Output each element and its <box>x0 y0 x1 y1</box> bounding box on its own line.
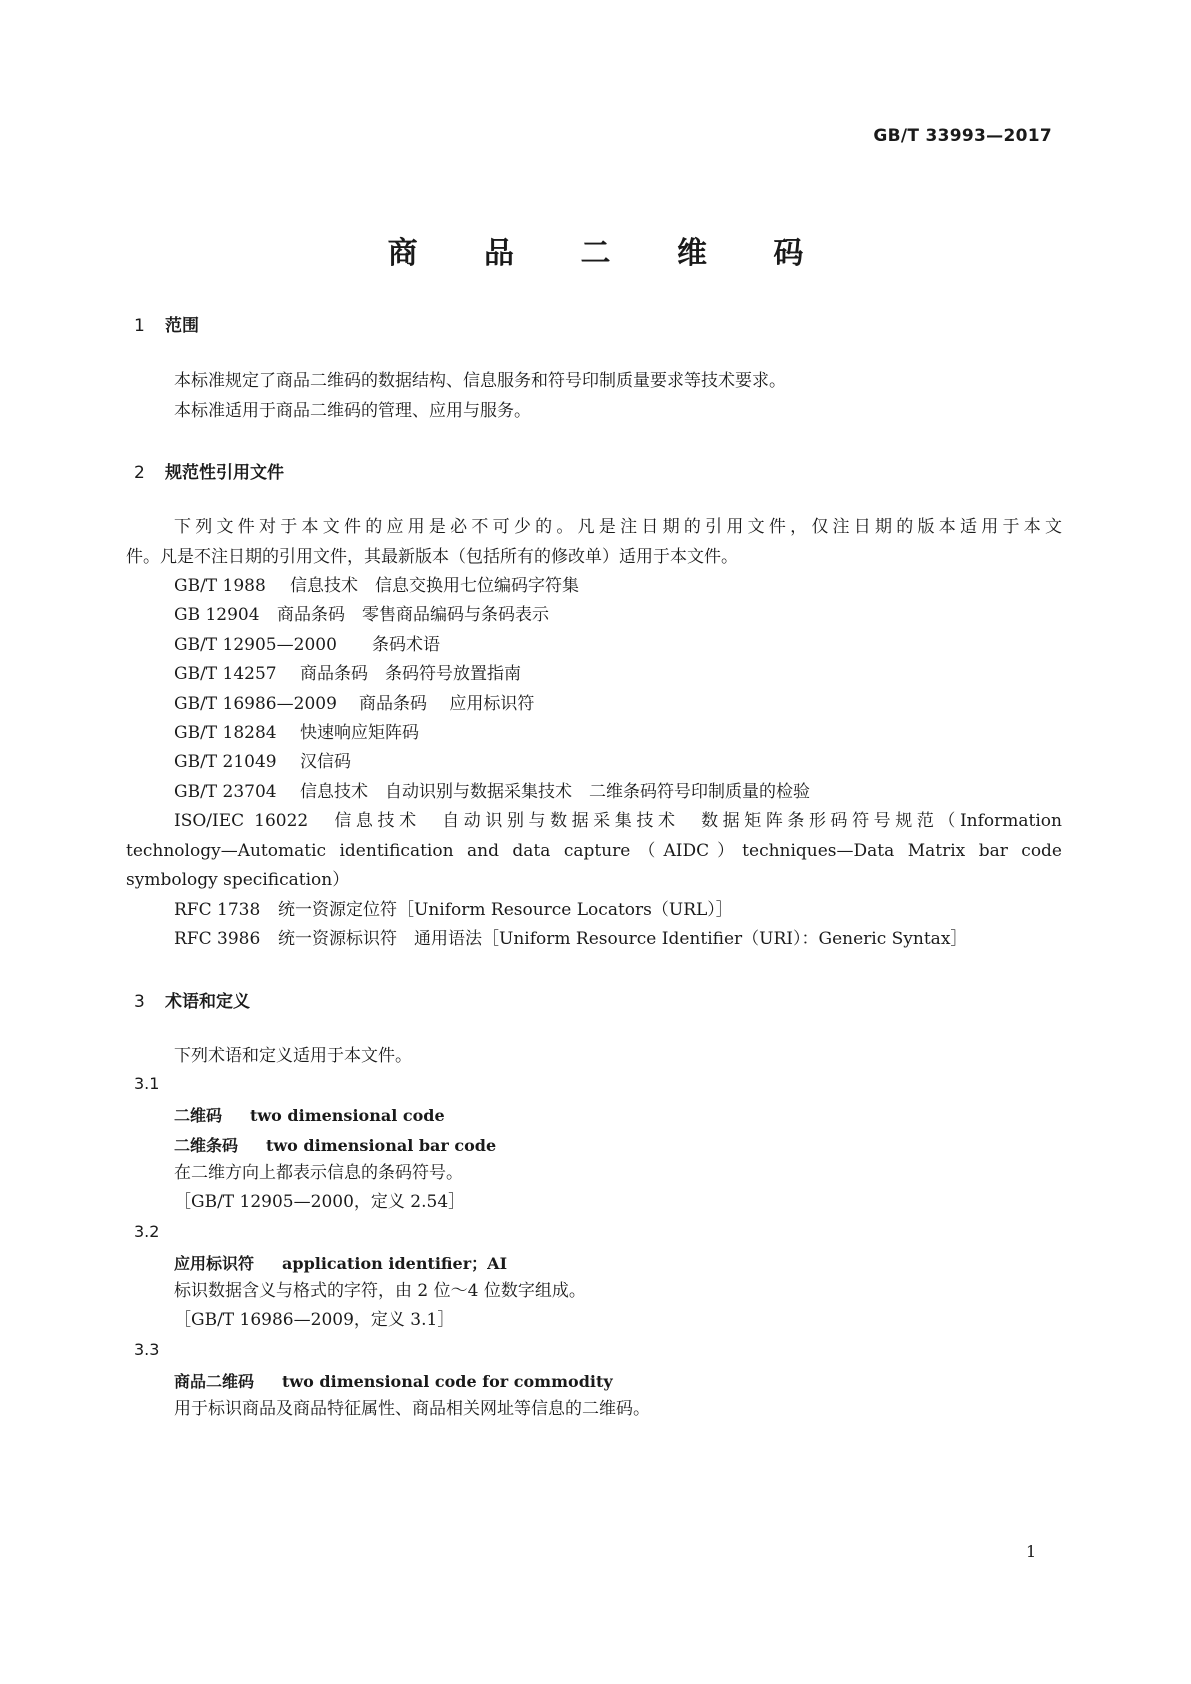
reference-code: GB/T 1988 <box>174 576 266 596</box>
term-name <box>174 1369 613 1392</box>
section-title: 术语和定义 <box>165 992 250 1012</box>
reference-title: 信息技术 信息交换用七位编码字符集 <box>290 576 579 596</box>
section-number: 1 <box>134 316 145 336</box>
term-name-en: two dimensional bar code <box>266 1136 497 1155</box>
reference-title: 统一资源标识符 通用语法［Uniform Resource Identifier（URI）：Generic Syntax］ <box>278 929 968 949</box>
term-number: 3.3 <box>134 1340 160 1359</box>
reference-title: 商品条码 条码符号放置指南 <box>300 664 521 684</box>
reference-code: GB/T 14257 <box>174 664 277 684</box>
reference-item-iso: ISO/IEC 16022 信息技术 自动识别与数据采集技术 数据矩阵条形码符号规范（Information <box>174 811 1062 831</box>
reference-code: GB/T 23704 <box>174 782 277 802</box>
paragraph: 下列文件对于本文件的应用是必不可少的。凡是注日期的引用文件，仅注日期的版本适用于本文 <box>174 517 1062 537</box>
reference-item <box>174 924 967 954</box>
term-definition: 标识数据含义与格式的字符，由 2 位～4 位数字组成。 <box>174 1281 586 1301</box>
reference-item <box>174 630 440 660</box>
reference-code: RFC 3986 <box>174 929 261 949</box>
section-title: 规范性引用文件 <box>165 463 284 483</box>
reference-code: GB/T 18284 <box>174 723 277 743</box>
reference-item <box>174 777 810 807</box>
reference-item <box>174 747 351 777</box>
term-source: ［GB/T 16986—2009，定义 3.1］ <box>174 1310 455 1330</box>
paragraph: 本标准适用于商品二维码的管理、应用与服务。 <box>174 401 531 421</box>
term-name-zh: 商品二维码 <box>174 1372 255 1391</box>
reference-title: 汉信码 <box>300 752 351 772</box>
section-title: 范围 <box>165 316 199 336</box>
reference-item <box>174 718 419 748</box>
reference-item <box>174 895 733 925</box>
term-definition: 在二维方向上都表示信息的条码符号。 <box>174 1163 463 1183</box>
reference-item-iso-continued: symbology specification） <box>126 870 350 890</box>
paragraph: 本标准规定了商品二维码的数据结构、信息服务和符号印制质量要求等技术要求。 <box>174 371 786 391</box>
term-name-zh: 二维条码 <box>174 1136 239 1155</box>
reference-code: RFC 1738 <box>174 900 261 920</box>
reference-title: 商品条码 零售商品编码与条码表示 <box>277 605 549 625</box>
reference-title: 信息技术 自动识别与数据采集技术 二维条码符号印制质量的检验 <box>300 782 810 802</box>
term-name-en: two dimensional code for commodity <box>282 1372 613 1391</box>
reference-title: 统一资源定位符［Uniform Resource Locators（URL）］ <box>278 900 733 920</box>
page-number: 1 <box>1026 1542 1037 1561</box>
reference-item-iso-continued: technology—Automatic identification and data capture（AIDC）techniques—Data Matrix bar code <box>126 841 1062 861</box>
term-number: 3.1 <box>134 1074 160 1093</box>
document-title: 商 品 二 维 码 <box>387 236 832 271</box>
reference-code: GB/T 12905—2000 <box>174 635 337 655</box>
paragraph: 件。凡是不注日期的引用文件，其最新版本（包括所有的修改单）适用于本文件。 <box>126 547 738 567</box>
term-name-en: two dimensional code <box>250 1106 445 1125</box>
section-heading-terms-and-definitions <box>134 987 250 1012</box>
reference-title: 快速响应矩阵码 <box>300 723 419 743</box>
term-name-en: application identifier；AI <box>282 1254 508 1273</box>
reference-item <box>174 571 579 601</box>
reference-item <box>174 600 549 630</box>
term-name-zh: 二维码 <box>174 1106 223 1125</box>
term-source: ［GB/T 12905—2000，定义 2.54］ <box>174 1192 466 1212</box>
term-name <box>174 1103 445 1126</box>
reference-title: 条码术语 <box>372 635 440 655</box>
section-heading-normative-references <box>134 458 284 483</box>
paragraph: 下列术语和定义适用于本文件。 <box>174 1046 412 1066</box>
term-definition: 用于标识商品及商品特征属性、商品相关网址等信息的二维码。 <box>174 1399 650 1419</box>
reference-title: 商品条码 应用标识符 <box>359 694 535 714</box>
document-code: GB/T 33993—2017 <box>873 126 1052 146</box>
reference-item <box>174 689 534 719</box>
term-name-zh: 应用标识符 <box>174 1254 255 1273</box>
reference-code: GB 12904 <box>174 605 260 625</box>
reference-item <box>174 659 521 689</box>
reference-code: GB/T 21049 <box>174 752 277 772</box>
section-heading-scope <box>134 311 199 336</box>
term-name <box>174 1133 496 1156</box>
term-name <box>174 1251 507 1274</box>
section-number: 3 <box>134 992 145 1012</box>
section-number: 2 <box>134 463 145 483</box>
term-number: 3.2 <box>134 1222 160 1241</box>
reference-code: GB/T 16986—2009 <box>174 694 337 714</box>
